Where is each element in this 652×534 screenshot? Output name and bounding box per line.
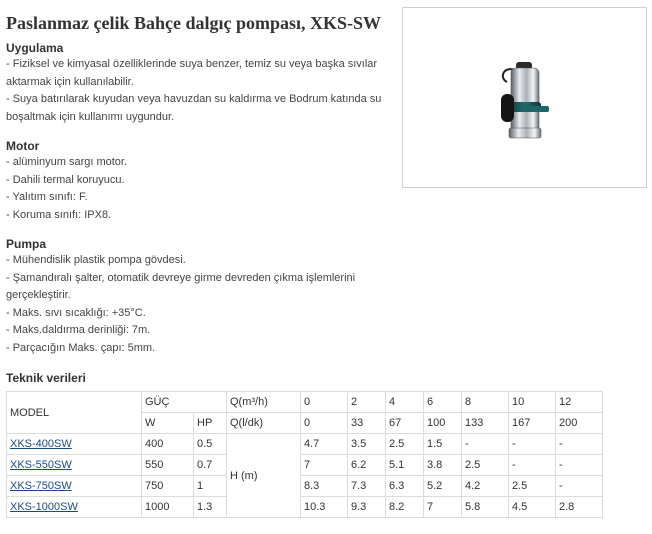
head-cell: -: [556, 434, 603, 455]
section-line: - Koruma sınıfı: IPX8.: [6, 208, 112, 221]
section-line: - Dahili termal koruyucu.: [6, 173, 125, 186]
table-row: [7, 455, 603, 476]
head-cell: 5.8: [462, 497, 509, 518]
header-w: W: [142, 413, 194, 434]
hp-cell: 0.7: [194, 455, 227, 476]
head-cell: 4.5: [509, 497, 556, 518]
head-cell: 8.2: [386, 497, 424, 518]
q-m3h-cell: 0: [301, 392, 348, 413]
section-line: - Yalıtım sınıfı: F.: [6, 191, 88, 203]
q-m3h-cell: 10: [509, 392, 556, 413]
head-cell: 4.7: [301, 434, 348, 455]
page-title: Paslanmaz çelik Bahçe dalgıç pompası, XKS-SW: [6, 13, 382, 33]
table-row: [7, 497, 603, 518]
section-line: - Mühendislik plastik pompa gövdesi.: [6, 254, 186, 266]
head-cell: 2.5: [386, 434, 424, 455]
head-cell: -: [556, 455, 603, 476]
head-cell: 7: [301, 455, 348, 476]
model-link[interactable]: XKS-400SW: [10, 438, 72, 450]
tech-data-heading: Teknik verileri: [6, 371, 86, 385]
head-cell: 6.2: [348, 455, 386, 476]
head-label: H (m): [227, 434, 301, 518]
section-heading: Pumpa: [6, 237, 47, 251]
section-line: - Suya batırılarak kuyudan veya havuzdan su kaldırma ve Bodrum katında su boşaltmak için kullanımı uygundur.: [6, 93, 382, 123]
model-link[interactable]: XKS-750SW: [10, 480, 72, 492]
head-cell: 9.3: [348, 497, 386, 518]
header-model: MODEL: [7, 392, 142, 434]
section-line: - Fiziksel ve kimyasal özelliklerinde suya benzer, temiz su veya başka sıvılar aktarmak için kullanılabilir.: [6, 58, 378, 88]
q-ldk-cell: 67: [386, 413, 424, 434]
q-ldk-cell: 0: [301, 413, 348, 434]
head-cell: 3.5: [348, 434, 386, 455]
tech-data-table: [6, 391, 603, 518]
header-hp: HP: [194, 413, 227, 434]
head-cell: -: [509, 455, 556, 476]
section-heading: Uygulama: [6, 41, 64, 55]
q-ldk-cell: 200: [556, 413, 603, 434]
q-m3h-cell: 4: [386, 392, 424, 413]
watt-cell: 400: [142, 434, 194, 455]
hp-cell: 1: [194, 476, 227, 497]
table-row: [7, 434, 603, 455]
hp-cell: 1.3: [194, 497, 227, 518]
head-cell: 7.3: [348, 476, 386, 497]
section-line: - Şamandıralı şalter, otomatik devreye girme devreden çıkma işlemlerini gerçekleştirir.: [6, 271, 356, 301]
head-cell: 5.2: [424, 476, 462, 497]
product-image-frame[interactable]: [402, 7, 647, 188]
table-header-row: [7, 392, 603, 413]
head-cell: -: [509, 434, 556, 455]
head-cell: 8.3: [301, 476, 348, 497]
head-cell: 2.5: [462, 455, 509, 476]
section-motor: [6, 138, 391, 224]
head-cell: 3.8: [424, 455, 462, 476]
section-application: [6, 40, 391, 126]
q-m3h-cell: 12: [556, 392, 603, 413]
q-ldk-cell: 133: [462, 413, 509, 434]
section-pump: [6, 236, 391, 357]
head-cell: 7: [424, 497, 462, 518]
q-ldk-cell: 100: [424, 413, 462, 434]
q-m3h-cell: 6: [424, 392, 462, 413]
table-row: [7, 476, 603, 497]
section-heading: Motor: [6, 139, 40, 153]
watt-cell: 1000: [142, 497, 194, 518]
section-line: - Parçacığın Maks. çapı: 5mm.: [6, 341, 156, 354]
header-power: GÜÇ: [142, 392, 227, 413]
header-q-ldk: Q(l/dk): [227, 413, 301, 434]
q-ldk-cell: 167: [509, 413, 556, 434]
model-link[interactable]: XKS-550SW: [10, 459, 72, 471]
q-ldk-cell: 33: [348, 413, 386, 434]
head-cell: 4.2: [462, 476, 509, 497]
q-m3h-cell: 2: [348, 392, 386, 413]
head-cell: -: [556, 476, 603, 497]
section-line: - Maks.daldırma derinliği: 7m.: [6, 324, 151, 336]
section-line: - Maks. sıvı sıcaklığı: +35°C.: [6, 306, 146, 319]
head-cell: 2.8: [556, 497, 603, 518]
pump-image: [403, 8, 646, 187]
watt-cell: 550: [142, 455, 194, 476]
watt-cell: 750: [142, 476, 194, 497]
head-cell: -: [462, 434, 509, 455]
head-cell: 2.5: [509, 476, 556, 497]
q-m3h-cell: 8: [462, 392, 509, 413]
model-link[interactable]: XKS-1000SW: [10, 501, 78, 513]
hp-cell: 0.5: [194, 434, 227, 455]
description-panel: [6, 40, 391, 369]
head-cell: 6.3: [386, 476, 424, 497]
head-cell: 1.5: [424, 434, 462, 455]
head-cell: 10.3: [301, 497, 348, 518]
head-cell: 5.1: [386, 455, 424, 476]
header-q-m3h: Q(m³/h): [227, 392, 301, 413]
section-line: - alüminyum sargı motor.: [6, 156, 128, 168]
